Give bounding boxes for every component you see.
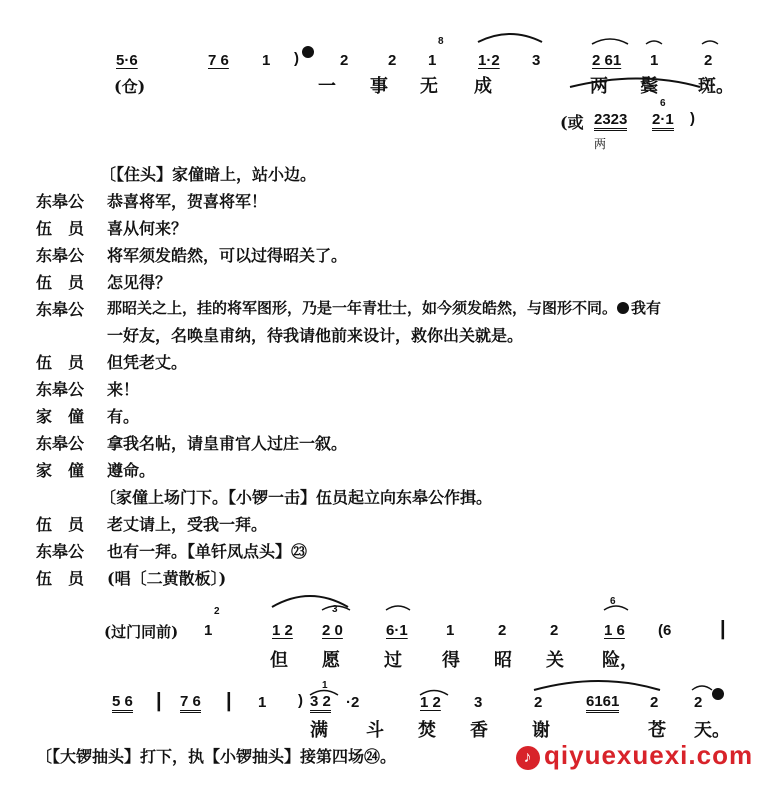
speech: 怎见得？ <box>107 273 172 292</box>
note: 1 <box>262 52 271 69</box>
beat-dot-icon <box>617 302 629 314</box>
lyric: 满 <box>310 720 328 741</box>
note: 3 2 <box>310 694 331 713</box>
note: 2 <box>498 622 507 639</box>
note: 1 <box>204 622 213 639</box>
note: 7 6 <box>180 694 201 713</box>
watermark-text: qiyuexuexi.com <box>544 740 754 770</box>
speaker: 家 僮 <box>36 461 85 480</box>
note: 2 61 <box>592 52 622 69</box>
note: 1 2 <box>420 694 441 711</box>
note: 5 6 <box>112 694 133 713</box>
watermark <box>516 740 753 771</box>
grace-note: 6 <box>660 98 666 109</box>
speech: 喜从何来？ <box>107 219 188 238</box>
alt-open: (或 <box>560 113 584 132</box>
note: 2 0 <box>322 622 343 639</box>
speaker: 东皋公 <box>36 380 85 399</box>
speaker: 东皋公 <box>36 246 85 265</box>
lyric: 苍 <box>648 720 666 741</box>
grace-note: 3 <box>332 604 338 615</box>
speech: (唱〔二黄散板〕) <box>107 569 227 588</box>
speech-part: 那昭关之上，挂的将军图形，乃是一年青壮士，如今须发皓然，与图形不同。 <box>107 299 618 317</box>
speech-part: 我有 <box>631 299 662 317</box>
lyric: 斑。 <box>698 76 734 97</box>
lyric: 事 <box>370 76 388 97</box>
alt-close: ) <box>690 110 695 127</box>
lyric: 鬓 <box>640 76 658 97</box>
lyric: 险， <box>602 650 638 671</box>
lyric: 但 <box>270 650 288 671</box>
note: ·2 <box>346 694 360 711</box>
lyric: 香 <box>470 720 488 741</box>
speaker: 伍 员 <box>36 219 85 238</box>
lyric: 一 <box>318 76 336 97</box>
lyric: 昭 <box>494 650 512 671</box>
beat-dot-icon <box>712 684 726 703</box>
alt-note: 2323 <box>594 112 627 131</box>
speaker: 东皋公 <box>36 434 85 453</box>
beat-dot-icon <box>302 42 316 61</box>
speech-continued: 一好友，名唤皇甫纳，待我请他前来设计，救你出关就是。 <box>107 326 524 345</box>
score-intro: (过门同前) <box>104 623 179 641</box>
speaker: 东皋公 <box>36 542 85 561</box>
speaker: 伍 员 <box>36 569 85 588</box>
lyric: 两 <box>590 76 608 97</box>
grace-note: 2 <box>214 606 220 617</box>
grace-note: 8 <box>438 36 444 47</box>
note: 2 <box>340 52 349 69</box>
note: 1 <box>258 694 267 711</box>
note: 5·6 <box>116 52 138 69</box>
lyric: 关 <box>546 650 564 671</box>
note: 1 <box>428 52 437 69</box>
speaker: 家 僮 <box>36 407 85 426</box>
speech: 遵命。 <box>107 461 156 480</box>
note: 2 <box>704 52 713 69</box>
speech: 来！ <box>107 380 140 399</box>
footer-direction: 〔【大锣抽头】打下，执【小锣抽头】接第四场㉔。 <box>36 747 397 766</box>
speech: 将军须发皓然，可以过得昭关了。 <box>107 246 348 265</box>
note: 1 6 <box>604 622 625 639</box>
speech: 有。 <box>107 407 140 426</box>
stage-direction: 〔【住头】家僮暗上，站小边。 <box>100 165 317 184</box>
speech: 也有一拜。【单钎凤点头】㉓ <box>107 542 308 561</box>
speaker: 伍 员 <box>36 353 85 372</box>
lyric: 成 <box>474 76 492 97</box>
note: 1 <box>650 52 659 69</box>
grace-note: 6 <box>610 596 616 607</box>
lyric: 天。 <box>694 720 730 741</box>
music-note-icon: ♪ <box>516 746 540 770</box>
note: 2 <box>388 52 397 69</box>
speech: 恭喜将军，贺喜将军！ <box>107 192 268 211</box>
note: 6161 <box>586 694 619 713</box>
note: 1·2 <box>478 52 500 69</box>
speaker: 东皋公 <box>36 300 85 319</box>
note: ) <box>294 50 299 67</box>
alt-lyric: 两 <box>594 137 607 151</box>
barline: | <box>156 690 162 712</box>
note: (6 <box>658 622 672 639</box>
speech <box>107 297 661 318</box>
note: 1 2 <box>272 622 293 639</box>
alt-note: 2·1 <box>652 112 674 131</box>
note: 3 <box>474 694 483 711</box>
speech: 拿我名帖，请皇甫官人过庄一叙。 <box>107 434 348 453</box>
barline: | <box>226 690 232 712</box>
lyric: 过 <box>384 650 402 671</box>
note: ) <box>298 692 303 709</box>
note: 1 <box>446 622 455 639</box>
note: 6·1 <box>386 622 408 639</box>
lyric: 焚 <box>418 720 436 741</box>
note: 2 <box>694 694 703 711</box>
stage-direction: 〔家僮上场门下。【小锣一击】伍员起立向东皋公作揖。 <box>100 488 493 507</box>
speech: 但凭老丈。 <box>107 353 188 372</box>
lyric: 斗 <box>366 720 384 741</box>
note: 3 <box>532 52 541 69</box>
speech: 老丈请上，受我一拜。 <box>107 515 268 534</box>
lyric: 谢 <box>532 720 550 741</box>
note: 2 <box>650 694 659 711</box>
barline: | <box>720 618 726 640</box>
note: 2 <box>534 694 543 711</box>
speaker: 东皋公 <box>36 192 85 211</box>
grace-note: 1 <box>322 680 328 691</box>
lyric: 无 <box>420 76 438 97</box>
note: (仓) <box>114 77 146 96</box>
lyric: 得 <box>442 650 460 671</box>
lyric: 愿 <box>322 650 340 671</box>
note: 2 <box>550 622 559 639</box>
note: 7 6 <box>208 52 229 69</box>
speaker: 伍 员 <box>36 515 85 534</box>
speaker: 伍 员 <box>36 273 85 292</box>
